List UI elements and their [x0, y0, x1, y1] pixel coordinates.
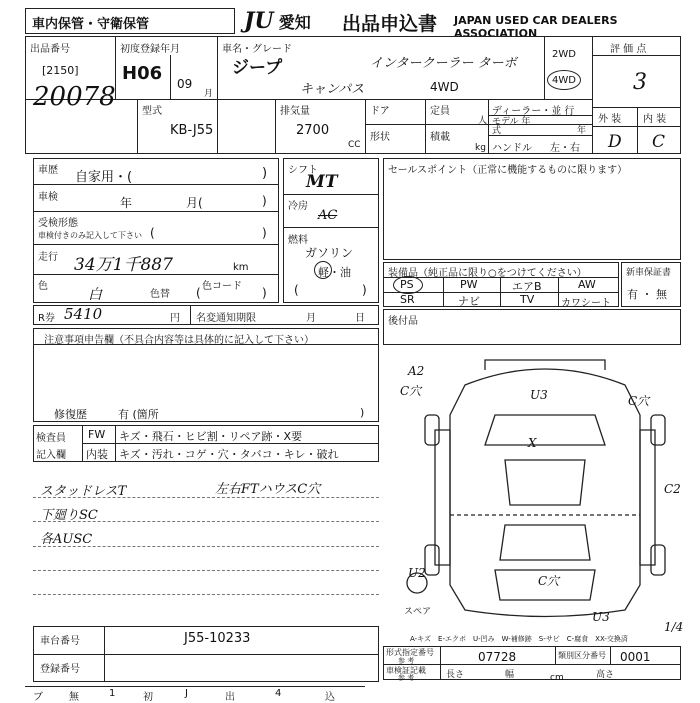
diagram-mark-a2: A2 — [408, 364, 425, 378]
handle-opts[interactable]: 左・右 — [550, 143, 580, 154]
first-reg-label: 初度登録年月 — [120, 44, 180, 55]
mileage-unit: km — [233, 262, 249, 273]
load-label: 積載 — [430, 132, 450, 143]
load-unit: kg — [475, 143, 486, 153]
color-value: 白 — [88, 287, 102, 303]
dimensions-ref: 参 考 — [398, 674, 415, 682]
bottom-cell-8: 込 — [325, 692, 335, 703]
aircon-value: AC — [318, 208, 338, 223]
equip-aw[interactable]: AW — [578, 278, 596, 291]
interior-grade: C — [652, 132, 666, 152]
tax-notice-day: 日 — [355, 313, 365, 324]
shift-label: シフト — [288, 165, 318, 176]
lot-small-number: [2150] — [42, 64, 79, 77]
remark-2: 下廻りSC — [40, 508, 98, 523]
sales-point-label: セールスポイント（正常に機能するものに限ります） — [388, 165, 628, 176]
inspection-month: 月( — [186, 196, 203, 210]
remark-1: スタッドレスT — [40, 484, 127, 499]
diagram-mark-c-hole-1: C穴 — [400, 384, 422, 398]
page-mark: 1/4 — [664, 620, 684, 634]
fuel-value: ガソリン — [305, 246, 354, 260]
equip-pw[interactable]: PW — [460, 278, 478, 291]
dimensions-width: 幅 — [505, 670, 515, 680]
repair-close: ) — [360, 406, 365, 419]
drive-4wd-circle — [547, 70, 581, 90]
history-value: 自家用・( — [75, 170, 133, 185]
tax-notice-month: 月 — [306, 313, 316, 324]
car-name: ジープ — [232, 58, 283, 78]
tax-notice-label: 名変通知期限 — [196, 313, 256, 324]
mileage-label: 走行 — [38, 252, 58, 263]
aircon-label: 冷房 — [288, 201, 308, 212]
inspection-year: 年 — [120, 196, 133, 210]
repair-value: 有 (箇所 — [118, 408, 159, 421]
class-number-value: 0001 — [620, 650, 651, 664]
equip-sr[interactable]: SR — [400, 293, 415, 306]
acceptance-open: ( — [150, 226, 155, 240]
association-name: JAPAN USED CAR DEALERS ASSOCIATION — [454, 14, 618, 40]
displacement-value: 2700 — [296, 123, 330, 138]
lot-label: 出品番号 — [30, 44, 70, 55]
fuel-alt: 軽・油 — [318, 266, 351, 279]
equip-leather-seat[interactable]: カワシート — [561, 298, 611, 309]
color-label: 色 — [38, 281, 48, 292]
logo-mark: JU — [244, 8, 274, 34]
car-name-label: 車名・グレード — [222, 44, 292, 55]
dimensions-label: 車検証記載 — [386, 666, 426, 675]
diagram-mark-c2: C2 — [664, 482, 681, 496]
storage-label-box — [25, 8, 235, 34]
acceptance-close: ) — [262, 226, 267, 240]
model-value: KB-J55 — [170, 123, 214, 138]
warranty-label: 新車保証書 — [626, 268, 672, 278]
inspector-fw-text: キズ・飛石・ヒビ割・リペア跡・X要 — [119, 430, 303, 443]
shift-value: MT — [306, 172, 338, 192]
model-year-unit: 年 — [577, 126, 587, 136]
warranty-opts[interactable]: 有 ・ 無 — [627, 288, 667, 301]
bottom-strip — [25, 686, 365, 701]
chassis-value: J55-10233 — [184, 631, 251, 646]
acceptance-note: 車検付きのみ記入して下さい — [38, 231, 142, 240]
diagram-mark-u2: U2 — [408, 566, 426, 580]
equip-ps-circle — [393, 276, 423, 294]
history-close: ) — [262, 166, 268, 181]
first-reg-month-unit: 月 — [204, 89, 214, 99]
shape-label: 形状 — [370, 132, 390, 143]
diagram-mark-x: X — [528, 436, 537, 450]
remark-4: 左右FTハウスC穴 — [215, 482, 321, 497]
class-number-label: 類別区分番号 — [558, 651, 606, 660]
capacity-unit: 人 — [478, 116, 488, 126]
color-change-label: 色替 — [150, 289, 170, 300]
equip-navi[interactable]: ナビ — [458, 295, 480, 308]
fuel-close: ) — [362, 283, 367, 297]
capacity-label: 定員 — [430, 106, 450, 117]
model-year-label: モデル 年式 — [492, 117, 531, 136]
diagram-mark-u3-top: U3 — [530, 388, 548, 402]
chassis-label: 車台番号 — [40, 636, 80, 647]
lot-number: 20078 — [33, 82, 116, 112]
fuel-open: ( — [294, 283, 299, 297]
mileage-value: 34万1千887 — [74, 255, 173, 275]
rating-score: 3 — [633, 70, 647, 95]
displacement-label: 排気量 — [280, 106, 310, 117]
dimensions-height: 高さ — [596, 670, 615, 680]
recycle-value: 5410 — [64, 305, 103, 323]
after-install-block — [383, 309, 681, 345]
exterior-grade: D — [608, 132, 622, 152]
dealer-label: ディーラー・並 行 — [492, 106, 575, 117]
bottom-cell-5: J — [185, 688, 188, 699]
equip-airbag[interactable]: エアB — [512, 280, 542, 293]
interior-label: 内 装 — [643, 114, 667, 125]
dimensions-unit: cm — [550, 673, 564, 683]
bottom-cell-6: 出 — [225, 692, 235, 703]
bottom-cell-3: 1 — [109, 688, 116, 699]
bottom-cell-2: 無 — [69, 692, 79, 703]
diagram-mark-c-hole-2: C穴 — [628, 394, 650, 408]
type-designation-ref: 参 考 — [398, 657, 415, 665]
car-drive: 4WD — [430, 80, 459, 94]
storage-label: 車内保管・守衛保管 — [32, 17, 150, 32]
equipment-label: 装備品（純正品に限り○をつけてください） — [388, 268, 587, 279]
logo — [244, 8, 311, 34]
model-label: 型式 — [142, 106, 162, 117]
diagram-mark-u3-bottom: U3 — [592, 610, 610, 624]
bottom-cell-1: ブ — [33, 692, 43, 703]
registration-label: 登録番号 — [40, 664, 80, 675]
equip-tv[interactable]: TV — [520, 293, 535, 306]
acceptance-label: 受検形態 — [38, 218, 78, 229]
form-title: 出品申込書 — [342, 13, 438, 35]
recycle-unit: 円 — [170, 313, 180, 324]
repair-label: 修復歴 — [54, 408, 87, 421]
notes-label: 注意事項申告欄（不具合内容等は具体的に記入して下さい） — [44, 335, 314, 346]
first-reg-month: 09 — [177, 77, 193, 91]
inspector-label-2: 記入欄 — [36, 450, 66, 461]
fuel-label: 燃料 — [288, 235, 308, 246]
inspector-label-1: 検査員 — [36, 433, 66, 444]
bottom-cell-4: 初 — [143, 692, 153, 703]
inspector-interior-text: キズ・汚れ・コゲ・穴・タバコ・キレ・破れ — [119, 448, 339, 461]
equip-ps[interactable]: PS — [400, 278, 414, 291]
remark-3: 各AUSC — [40, 532, 93, 547]
inspection-label: 車検 — [38, 192, 58, 203]
inspector-fw-tag: FW — [88, 428, 106, 441]
damage-legend: A-キズ E-エクボ U-凹み W-補修跡 S-サビ C-腐食 XX-交換済 — [410, 635, 628, 643]
inspection-close: ) — [262, 194, 267, 208]
car-grade-line1: インタークーラー ターボ — [370, 56, 517, 71]
drive-opt-2wd[interactable]: 2WD — [552, 49, 576, 60]
handle-label: ハンドル — [492, 143, 532, 154]
fuel-alt-circle — [314, 261, 332, 279]
exterior-label: 外 装 — [598, 114, 622, 125]
recycle-label: R券 — [38, 313, 55, 324]
color-code-label: 色コード — [202, 281, 242, 292]
inspector-interior-tag: 内装 — [86, 448, 108, 461]
type-designation-value: 07728 — [478, 650, 517, 664]
dimensions-length: 長さ — [446, 670, 465, 680]
diagram-mark-c-hole-3: C穴 — [538, 574, 560, 588]
color-open: ( — [196, 286, 201, 300]
first-reg-year: H06 — [122, 63, 163, 84]
history-label: 車歴 — [38, 165, 58, 176]
displacement-unit: CC — [348, 140, 361, 150]
rating-label: 評 価 点 — [610, 44, 647, 55]
drive-opt-4wd[interactable]: 4WD — [552, 75, 576, 86]
logo-text: 愛知 — [278, 13, 311, 32]
spare-label: スペア — [404, 607, 432, 617]
after-install-label: 後付品 — [388, 316, 418, 327]
type-designation-label: 形式指定番号 — [386, 648, 434, 657]
bottom-cell-7: 4 — [275, 688, 282, 699]
color-close: ) — [262, 286, 267, 300]
doors-label: ドア — [370, 106, 390, 117]
car-grade-line2: キャンパス — [300, 82, 365, 97]
